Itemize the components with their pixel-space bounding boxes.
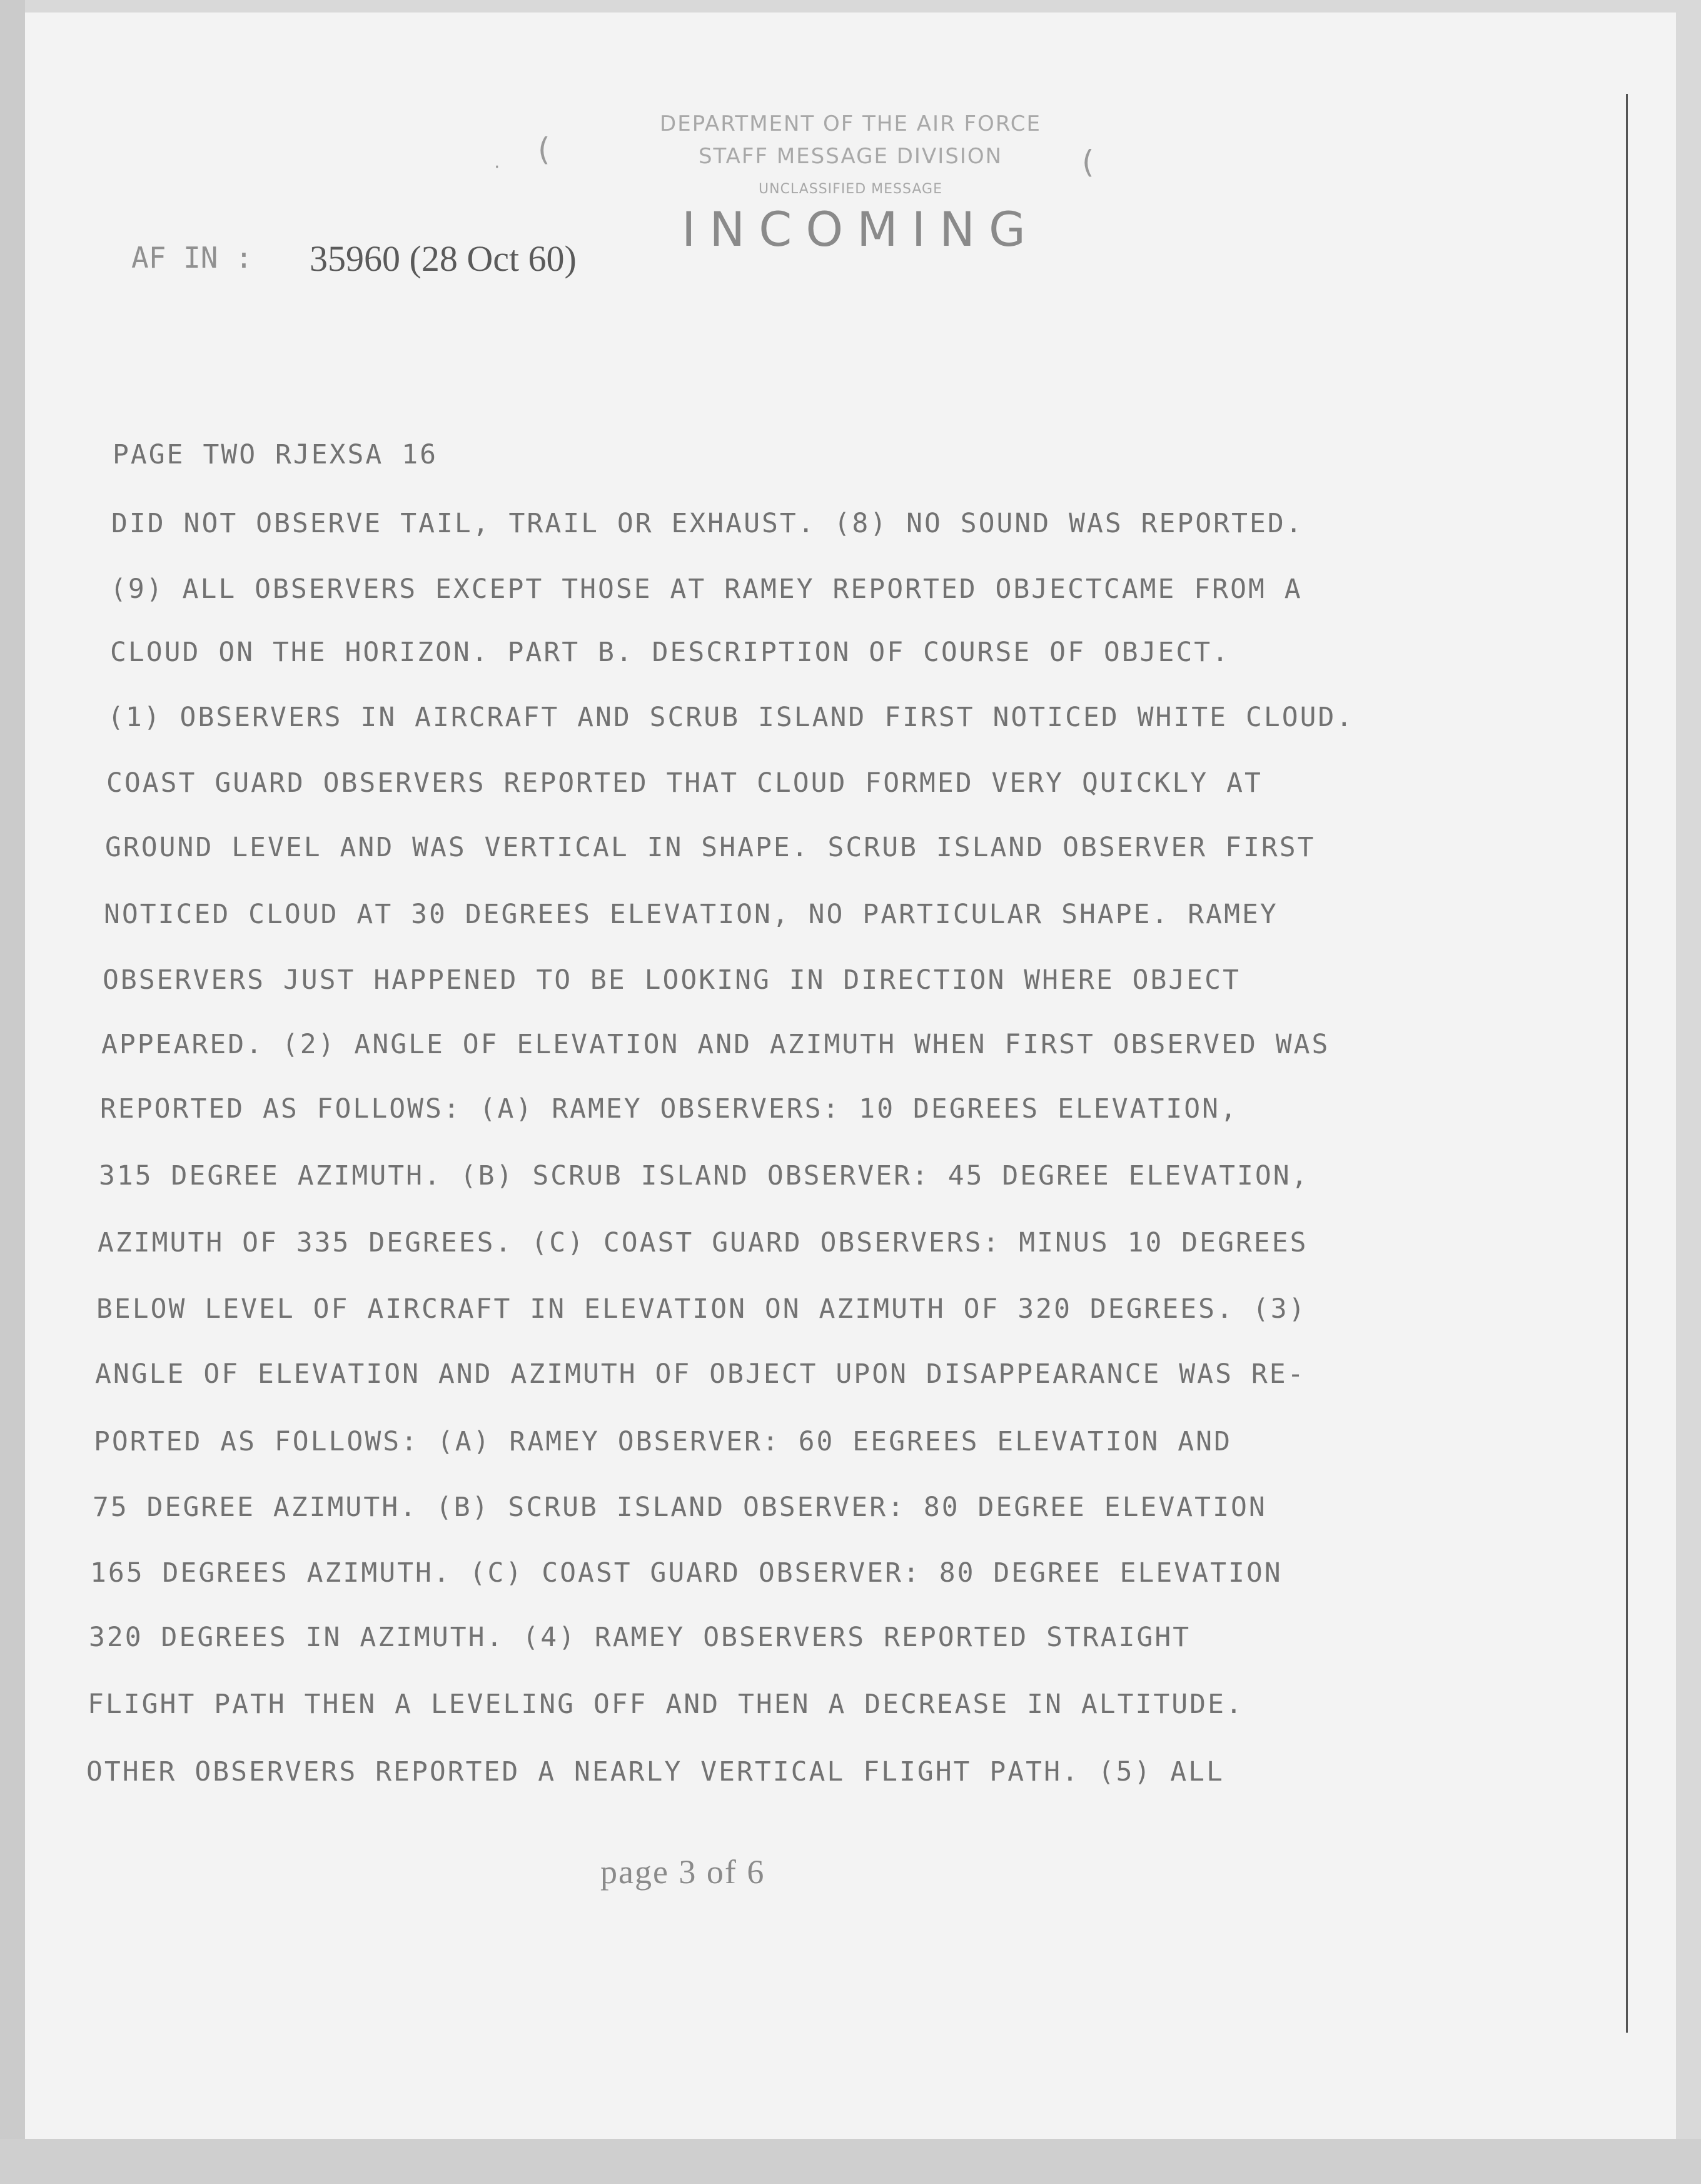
message-line: OBSERVERS JUST HAPPENED TO BE LOOKING IN DIRECTION WHERE OBJECT: [103, 964, 1241, 996]
message-line: REPORTED AS FOLLOWS: (A) RAMEY OBSERVERS: 10 DEGREES ELEVATION,: [100, 1093, 1238, 1125]
message-reference: 35960 (28 Oct 60): [310, 238, 577, 279]
message-line: AZIMUTH OF 335 DEGREES. (C) COAST GUARD OBSERVERS: MINUS 10 DEGREES: [98, 1227, 1308, 1258]
message-line: APPEARED. (2) ANGLE OF ELEVATION AND AZIMUTH WHEN FIRST OBSERVED WAS: [101, 1029, 1330, 1060]
document-page: [25, 13, 1676, 2139]
bracket-paren-right: (: [1082, 144, 1094, 180]
bracket-paren-left: (: [538, 131, 550, 168]
letterhead-division: STAFF MESSAGE DIVISION: [698, 144, 1003, 169]
message-line: (9) ALL OBSERVERS EXCEPT THOSE AT RAMEY REPORTED OBJECTCAME FROM A: [110, 574, 1303, 605]
letterhead-department: DEPARTMENT OF THE AIR FORCE: [660, 111, 1041, 136]
message-line: NOTICED CLOUD AT 30 DEGREES ELEVATION, NO PARTICULAR SHAPE. RAMEY: [104, 899, 1278, 930]
message-line: 315 DEGREE AZIMUTH. (B) SCRUB ISLAND OBSERVER: 45 DEGREE ELEVATION,: [99, 1160, 1310, 1191]
message-line: (1) OBSERVERS IN AIRCRAFT AND SCRUB ISLAND FIRST NOTICED WHITE CLOUD.: [108, 702, 1355, 733]
message-line: 165 DEGREES AZIMUTH. (C) COAST GUARD OBSERVER: 80 DEGREE ELEVATION: [90, 1557, 1283, 1589]
message-line: CLOUD ON THE HORIZON. PART B. DESCRIPTION OF COURSE OF OBJECT.: [110, 637, 1231, 668]
message-line: 75 DEGREE AZIMUTH. (B) SCRUB ISLAND OBSERVER: 80 DEGREE ELEVATION: [93, 1492, 1267, 1523]
message-line: 320 DEGREES IN AZIMUTH. (4) RAMEY OBSERVERS REPORTED STRAIGHT: [89, 1622, 1191, 1653]
message-line: FLIGHT PATH THEN A LEVELING OFF AND THEN A DECREASE IN ALTITUDE.: [88, 1689, 1244, 1720]
message-line: BELOW LEVEL OF AIRCRAFT IN ELEVATION ON AZIMUTH OF 320 DEGREES. (3): [96, 1293, 1307, 1325]
message-line: DID NOT OBSERVE TAIL, TRAIL OR EXHAUST. (8) NO SOUND WAS REPORTED.: [111, 508, 1304, 539]
page-edge-line: [1626, 94, 1628, 2033]
message-line: PORTED AS FOLLOWS: (A) RAMEY OBSERVER: 60 EEGREES ELEVATION AND: [94, 1426, 1232, 1457]
message-line: OTHER OBSERVERS REPORTED A NEARLY VERTICAL FLIGHT PATH. (5) ALL: [86, 1756, 1224, 1787]
message-line: COAST GUARD OBSERVERS REPORTED THAT CLOUD FORMED VERY QUICKLY AT: [106, 767, 1263, 799]
page-heading: PAGE TWO RJEXSA 16: [113, 439, 438, 470]
bracket-mark-left: ·: [494, 156, 500, 178]
letterhead-classification: UNCLASSIFIED MESSAGE: [759, 181, 942, 197]
scan-bottom-margin: [0, 2139, 1701, 2184]
message-line: ANGLE OF ELEVATION AND AZIMUTH OF OBJECT UPON DISAPPEARANCE WAS RE-: [95, 1358, 1306, 1390]
incoming-stamp: INCOMING: [682, 201, 1039, 257]
message-line: GROUND LEVEL AND WAS VERTICAL IN SHAPE. SCRUB ISLAND OBSERVER FIRST: [105, 832, 1316, 863]
page-number: page 3 of 6: [600, 1853, 765, 1891]
af-in-label: AF IN :: [131, 241, 253, 275]
scan-left-margin: [0, 0, 25, 2139]
